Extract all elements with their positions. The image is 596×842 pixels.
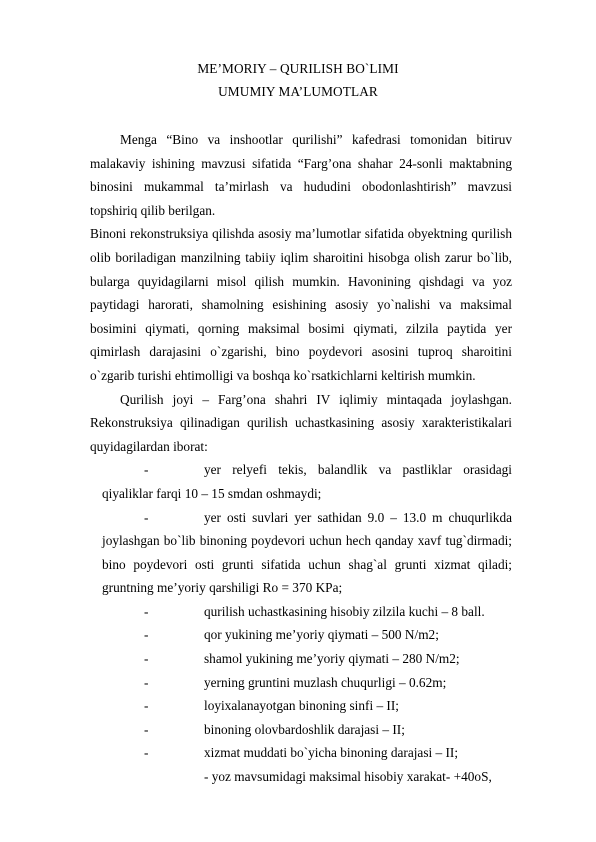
list-dash: -: [144, 509, 149, 525]
list-item-text: binoning olovbardoshlik darajasi – II;: [204, 721, 405, 737]
paragraph-climate-data: Binoni rekonstruksiya qilishda asosiy ma’lumotlar sifatida obyektning qurilish olib boriladigan manzilning tabiiy iqlim sharoitini hisobga olish zarur bo`lib, bularga quyidagilarni misol qilish mumkin. Havonining qishdagi va yoz paytidagi harorati, shamolning esishining asosiy yo`nalishi va maksimal bosimini qiymati, qorning maksimal bosimi qiymati, zilzila paytida yer qimirlash darajasini o`zgarishi, bino poydevori asosini tuproq sharoitini o`zgarib turishi ehtimolligi va boshqa ko`rsatkichlarni keltirish mumkin.: [90, 226, 512, 383]
characteristics-list: [90, 458, 512, 600]
list-dash: -: [144, 721, 149, 737]
list-item: [90, 718, 512, 742]
list-item: [90, 671, 512, 695]
list-item-text: qor yukining me’yoriy qiymati – 500 N/m2;: [204, 627, 439, 643]
list-item: [102, 506, 512, 600]
list-dash: -: [144, 745, 149, 761]
list-item: [90, 694, 512, 718]
list-item-text: loyixalanayotgan binoning sinfi – II;: [204, 698, 399, 714]
list-dash: -: [144, 651, 149, 667]
list-dash: -: [144, 603, 149, 619]
list-item: [102, 458, 512, 505]
paragraph-site-location: Qurilish joyi – Farg’ona shahri IV iqlimiy mintaqada joylashgan. Rekonstruksiya qilinadigan qurilish uchastkasining asosiy xarakteristikalari quyidagilardan iborat:: [90, 391, 512, 454]
list-item: [90, 741, 512, 765]
parameters-list: [90, 600, 512, 765]
list-item-text: shamol yukining me’yoriy qiymati – 280 N/m2;: [204, 651, 460, 667]
list-dash: -: [144, 462, 149, 478]
list-item: [90, 647, 512, 671]
list-item-text: qurilish uchastkasining hisobiy zilzila kuchi – 8 ball.: [204, 603, 485, 619]
section-title: ME’MORIY – QURILISH BO`LIMI: [197, 61, 399, 76]
list-item: [90, 600, 512, 624]
list-item-text: yerning gruntini muzlash chuqurligi – 0.62m;: [204, 674, 447, 690]
paragraph-assignment: Menga “Bino va inshootlar qurilishi” kafedrasi tomonidan bitiruv malakaviy ishining mavzusi sifatida “Farg’ona shahar 24-sonli maktabning binosini mukammal ta’mirlash va hududini obodonlashtirish” mavzusi topshiriq qilib berilgan.: [90, 132, 512, 218]
section-subtitle: UMUMIY MA’LUMOTLAR: [218, 84, 378, 99]
list-item-text: yer relyefi tekis, balandlik va pastliklar orasidagi qiyaliklar farqi 10 – 15 smdan oshmaydi;: [102, 462, 512, 501]
list-item-summer-temperature: - yoz mavsumidagi maksimal hisobiy xarakat- +40oS,: [204, 769, 492, 785]
document-body: [90, 128, 512, 789]
list-item-text: xizmat muddati bo`yicha binoning darajasi – II;: [204, 745, 459, 761]
list-dash: -: [144, 698, 149, 714]
list-dash: -: [144, 674, 149, 690]
list-dash: -: [144, 627, 149, 643]
list-item-text: yer osti suvlari yer sathidan 9.0 – 13.0 m chuqurlikda joylashgan bo`lib binoning poydevori uchun hech qanday xavf tug`dirmadi; bino poydevori osti grunti sifatida uchun shag`al grunti xizmat qiladi; gruntning me’yoriy qarshiligi Ro = 370 KPa;: [102, 509, 512, 596]
list-item: [90, 623, 512, 647]
